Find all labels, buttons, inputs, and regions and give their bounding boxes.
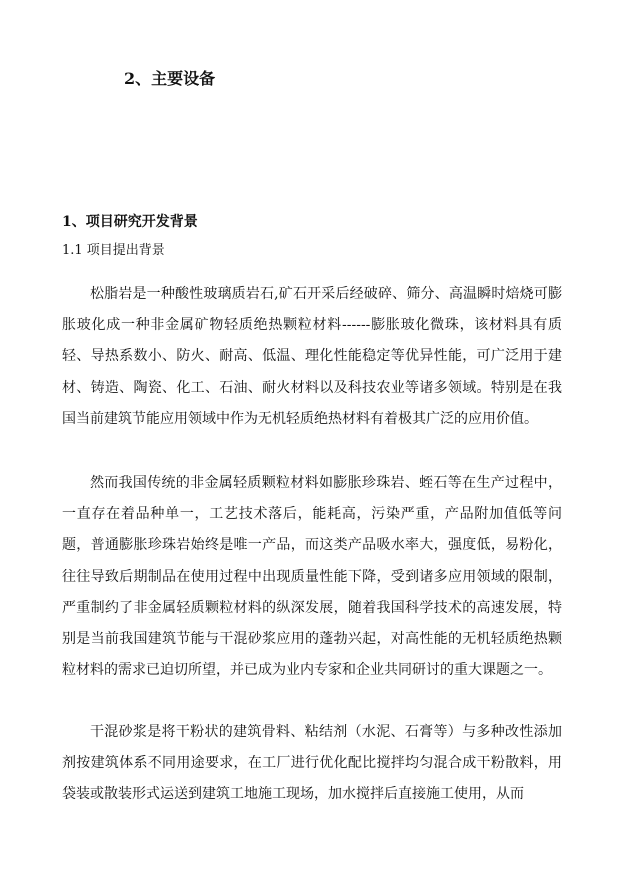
paragraph-dry-mortar: 干混砂浆是将干粉状的建筑骨料、粘结剂（水泥、石膏等）与多种改性添加剂按建筑体系不同用途要求，在工厂进行优化配比搅拌均匀混合成干粉散料，用袋装或散装形式运送到建筑工地施工现场，加水搅拌后直接施工使用，从而 <box>62 724 562 803</box>
section-1-heading: 1、项目研究开发背景 <box>62 214 198 230</box>
section-2-heading: 2、主要设备 <box>124 69 216 88</box>
subsection-1-1-heading: 1.1 项目提出背景 <box>62 243 165 258</box>
paragraph-perlite-intro: 松脂岩是一种酸性玻璃质岩石,矿石开采后经破碎、筛分、高温瞬时焙烧可膨胀玻化成一种非金属矿物轻质绝热颗粒材料------膨胀玻化微珠，该材料具有质轻、导热系数小、防火、耐高、低温、理化性能稳定等优异性能，可广泛用于建材、铸造、陶瓷、化工、石油、耐火材料以及科技农业等诸多领域。特别是在我国当前建筑节能应用领域中作为无机轻质绝热材料有着极其广泛的应用价值。 <box>62 286 562 427</box>
paragraph-traditional-materials: 然而我国传统的非金属轻质颗粒材料如膨胀珍珠岩、蛭石等在生产过程中，一直存在着品种单一，工艺技术落后，能耗高，污染严重，产品附加值低等问题，普通膨胀珍珠岩始终是唯一产品，而这类产品吸水率大，强度低，易粉化，往往导致后期制品在使用过程中出现质量性能下降，受到诸多应用领域的限制，严重制约了非金属轻质颗粒材料的纵深发展，随着我国科学技术的高速发展，特别是当前我国建筑节能与干混砂浆应用的蓬勃兴起，对高性能的无机轻质绝热颗粒材料的需求已迫切所望，并已成为业内专家和企业共同研讨的重大课题之一。 <box>62 475 562 679</box>
